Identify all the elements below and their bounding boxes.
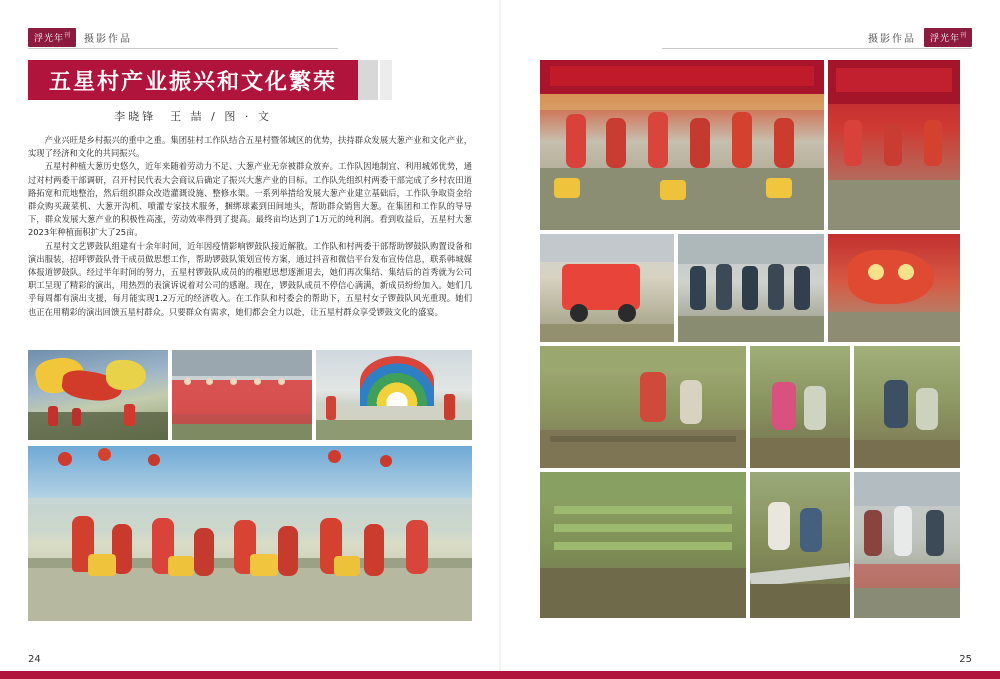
- article-body: [28, 134, 472, 319]
- paragraph-2: 五星村种植大葱历史悠久，近年来随着劳动力不足、大葱产业无奈被群众放弃。工作队因地制宜、利用城郊优势，通过对村两委干部调研，召开村民代表大会商议后确定了振兴大葱产业的目标。工作队先组织村两委干部完成了乡村农田道路拓宽和荒地整治，然后组织群众改造灌溉设施、整修水渠。一系列举措给发展大葱产业建立基础后，工作队争取资金给群众购买蔬菜机、大葱开沟机、喷灌专家技术服务，捆绑球素到田间地头，帮助群众销售大葱。在集团和工作队的导导下，群众发展大葱产业的积极性高涨，劳动效率得到了提高。最终亩均达到了1万元的纯利润。看到收益后，五星村大葱2023年种植面积扩大了25亩。: [28, 161, 472, 238]
- photo-red-banner-crowd: [828, 60, 960, 230]
- footer-color-bar: [0, 671, 1000, 679]
- spread-gutter: [499, 0, 501, 679]
- folio-right: 25: [959, 654, 972, 665]
- photo-greenhouse-rows: [540, 472, 746, 618]
- byline: 李晓锋 王 喆 / 图 · 文: [114, 110, 272, 123]
- paragraph-1: 产业兴旺是乡村振兴的重中之重。集团驻村工作队结合五星村暨邻域区的优势，扶持群众发展大葱产业和文化产业，实现了经济和文化的共同振兴。: [28, 135, 472, 159]
- header-rule-left: [28, 48, 338, 49]
- masthead-logo: 浮光年$^刊$: [28, 28, 76, 47]
- photo-drum-troupe-large: [28, 446, 472, 621]
- photo-irrigation-pipe: [750, 472, 850, 618]
- photo-group-portrait: [172, 350, 312, 440]
- article-title-banner: [28, 60, 358, 100]
- header-rule-right: [662, 48, 972, 49]
- right-page: [500, 0, 1000, 679]
- page-title: 五星村产业振兴和文化繁荣: [48, 69, 337, 95]
- paragraph-3: 五星村文艺锣鼓队组建有十余年时间，近年因疫情影响锣鼓队接近解散。工作队和村两委干部帮助锣鼓队购置设备和演出服装，招呼锣鼓队骨干成员做思想工作，帮助锣鼓队策划宣传方案，通过抖音和微信平台发布宣传信息，联系韩城媒体报道锣鼓队。经过半年时间的努力，五星村锣鼓队成员的的稚慰思想逐渐退去，她们再次集结、集结后的首秀就为公司职工呈现了精彩的演出，用热烈的表演诉说着对公司的感谢。现在，锣鼓队成员不停信心满满，新成员纷纷加入。她们几乎每周都有演出支援，每月能实现1.2万元的经济收入。在工作队和村委会的帮助下，五星村女子锣鼓队风光重现。她们也正在用精彩的演出回馈五星村群众。只要群众有需求，她们都会全力以赴，让五星村群众享受锣鼓文化的盛宴。: [28, 240, 472, 317]
- section-label-right: 摄影作品: [867, 33, 916, 45]
- photo-machinery-demo: [540, 234, 674, 342]
- photo-lion-dance: [828, 234, 960, 342]
- title-decoration-block-1: [358, 60, 378, 100]
- folio-left: 24: [28, 654, 41, 665]
- masthead-logo-right: 浮光年$^刊$: [924, 28, 972, 47]
- photo-arch-celebration: [316, 350, 472, 440]
- photo-onion-field-b: [750, 346, 850, 468]
- running-head-left: [28, 26, 132, 48]
- title-decoration-block-2: [380, 60, 392, 100]
- photo-village-meeting: [854, 472, 960, 618]
- photo-stage-performance-wide: [540, 60, 824, 230]
- photo-onion-field-c: [854, 346, 960, 468]
- photo-dragon-dance: [28, 350, 168, 440]
- running-head-right: [868, 26, 972, 48]
- photo-officials-visit: [678, 234, 824, 342]
- section-label-left: 摄影作品: [84, 33, 133, 45]
- photo-onion-field-a: [540, 346, 746, 468]
